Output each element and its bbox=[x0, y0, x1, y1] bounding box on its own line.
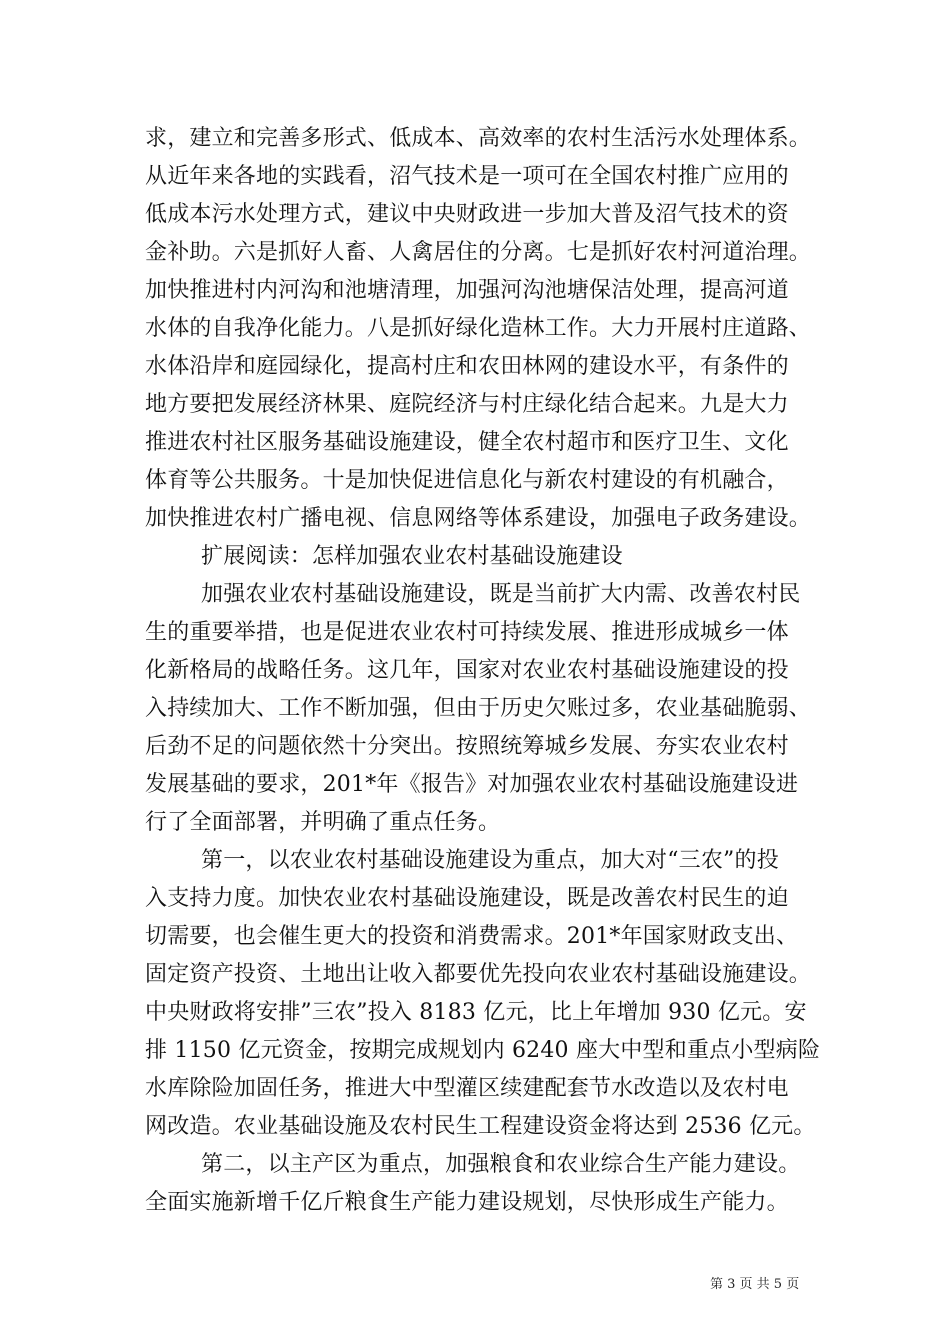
body-line: 固定资产投资、土地出让收入都要优先投向农业农村基础设施建设。 bbox=[145, 962, 812, 987]
body-line: 第一，以农业农村基础设施建设为重点，加大对“三农”的投 bbox=[201, 848, 779, 873]
body-line: 切需要，也会催生更大的投资和消费需求。201*年国家财政支出、 bbox=[145, 924, 799, 949]
body-line: 排 1150 亿元资金，按期完成规划内 6240 座大中型和重点小型病险 bbox=[145, 1038, 821, 1063]
body-line: 求，建立和完善多形式、低成本、高效率的农村生活污水处理体系。 bbox=[145, 126, 812, 151]
body-line: 发展基础的要求，201*年《报告》对加强农业农村基础设施建设进 bbox=[145, 772, 799, 797]
body-line: 加强农业农村基础设施建设，既是当前扩大内需、改善农村民 bbox=[201, 582, 801, 607]
section-heading: 扩展阅读：怎样加强农业农村基础设施建设 bbox=[201, 544, 623, 569]
body-line: 行了全面部署，并明确了重点任务。 bbox=[145, 810, 501, 835]
body-line: 入持续加大、工作不断加强，但由于历史欠账过多，农业基础脆弱、 bbox=[145, 696, 812, 721]
body-line: 化新格局的战略任务。这几年，国家对农业农村基础设施建设的投 bbox=[145, 658, 789, 683]
body-line: 第二，以主产区为重点，加强粮食和农业综合生产能力建设。 bbox=[201, 1152, 801, 1177]
body-line: 体育等公共服务。十是加快促进信息化与新农村建设的有机融合， bbox=[145, 468, 789, 493]
body-line: 入支持力度。加快农业农村基础设施建设，既是改善农村民生的迫 bbox=[145, 886, 789, 911]
body-line: 水体的自我净化能力。八是抓好绿化造林工作。大力开展村庄道路、 bbox=[145, 316, 812, 341]
page-number-footer: 第 3 页 共 5 页 bbox=[710, 1277, 800, 1292]
body-line: 推进农村社区服务基础设施建设，健全农村超市和医疗卫生、文化 bbox=[145, 430, 789, 455]
body-line: 低成本污水处理方式，建议中央财政进一步加大普及沼气技术的资 bbox=[145, 202, 789, 227]
body-line: 金补助。六是抓好人畜、人禽居住的分离。七是抓好农村河道治理。 bbox=[145, 240, 812, 265]
body-line: 水库除险加固任务，推进大中型灌区续建配套节水改造以及农村电 bbox=[145, 1076, 789, 1101]
body-line: 生的重要举措，也是促进农业农村可持续发展、推进形成城乡一体 bbox=[145, 620, 789, 645]
body-line: 从近年来各地的实践看，沼气技术是一项可在全国农村推广应用的 bbox=[145, 164, 789, 189]
body-line: 加快推进农村广播电视、信息网络等体系建设，加强电子政务建设。 bbox=[145, 506, 812, 531]
body-line: 后劲不足的问题依然十分突出。按照统筹城乡发展、夯实农业农村 bbox=[145, 734, 789, 759]
body-line: 地方要把发展经济林果、庭院经济与村庄绿化结合起来。九是大力 bbox=[145, 392, 789, 417]
body-line: 网改造。农业基础设施及农村民生工程建设资金将达到 2536 亿元。 bbox=[145, 1114, 816, 1139]
body-line: 水体沿岸和庭园绿化，提高村庄和农田林网的建设水平，有条件的 bbox=[145, 354, 789, 379]
body-line: 全面实施新增千亿斤粮食生产能力建设规划，尽快形成生产能力。 bbox=[145, 1190, 789, 1215]
body-line: 中央财政将安排”三农”投入 8183 亿元，比上年增加 930 亿元。安 bbox=[145, 1000, 807, 1025]
body-line: 加快推进村内河沟和池塘清理，加强河沟池塘保洁处理，提高河道 bbox=[145, 278, 789, 303]
